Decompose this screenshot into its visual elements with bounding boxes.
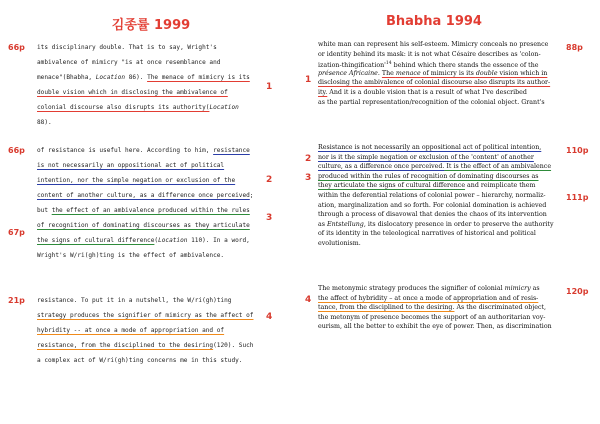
text-run: As the discriminated object, bbox=[454, 304, 547, 312]
text-run: ; bbox=[249, 192, 254, 199]
highlight-red: double vision which in disclosing the ambivalence of bbox=[37, 89, 228, 96]
left-block-1 bbox=[37, 40, 250, 130]
text-line bbox=[37, 173, 253, 188]
text-run: as bbox=[530, 285, 540, 292]
text-line: within the deferential relations of colonial power – hierarchy, normaliz- bbox=[318, 191, 546, 199]
marker-left-3: 3 bbox=[266, 213, 273, 223]
page-label-right-3: 111p bbox=[566, 193, 589, 202]
text-run: of mimicry is its bbox=[420, 69, 476, 77]
left-block-3 bbox=[37, 293, 253, 368]
highlight-green: produced within the rules of recognition of dominating discourses as bbox=[318, 172, 539, 180]
text-line bbox=[318, 143, 554, 153]
highlight-green: they articulate the signs of cultural difference bbox=[318, 182, 466, 190]
footnote-ref: 14 bbox=[385, 61, 392, 67]
highlight-blue: nor is it the simple negation or exclusion of the 'content' of another bbox=[318, 153, 534, 161]
highlight-orange: hybridity -- at once a mode of appropriation and of bbox=[37, 327, 225, 334]
text-line bbox=[318, 78, 550, 88]
text-line bbox=[37, 233, 253, 248]
text-line: resistance. To put it in a nutshell, the W/ri(gh)ting bbox=[37, 297, 232, 304]
highlight-green: of recognition of dominating discourses as they articulate bbox=[37, 222, 250, 229]
text-line: 88). bbox=[37, 119, 52, 126]
marker-left-1: 1 bbox=[266, 82, 273, 92]
page-label-right-4: 120p bbox=[566, 287, 589, 296]
text-line: its disciplinary double. That is to say, Wright's bbox=[37, 44, 217, 51]
text-line bbox=[37, 100, 250, 115]
text-line bbox=[318, 59, 550, 69]
text-line bbox=[318, 303, 552, 313]
text-line: through a process of disavowal that denies the chaos of its intervention bbox=[318, 211, 547, 219]
title-italic: Location bbox=[158, 237, 188, 244]
marker-right-1: 1 bbox=[305, 75, 312, 85]
text-line: ambivalence of mimicry "is at once resemblance and bbox=[37, 59, 221, 66]
highlight-red: colonial discourse also disrupts its authority( bbox=[37, 104, 210, 111]
text-run: ization-thingification' bbox=[318, 62, 386, 70]
text-line bbox=[318, 88, 550, 98]
right-block-3 bbox=[318, 284, 552, 332]
text-line: eurism, all the better to exhibit the eye of power. Then, as discrimination bbox=[318, 323, 552, 331]
text-line: Wright's W/ri(gh)ting is the effect of ambivalence. bbox=[37, 252, 225, 259]
right-block-2 bbox=[318, 143, 554, 249]
text-run: but bbox=[37, 207, 52, 214]
text-line bbox=[37, 323, 253, 338]
emphasis-italic: menace bbox=[395, 69, 421, 77]
text-run: behind which there stands the essence of the bbox=[391, 62, 539, 70]
left-header: 김종률 1999 bbox=[111, 18, 191, 33]
highlight-red: ity. bbox=[318, 88, 328, 96]
text-line bbox=[37, 203, 253, 218]
text-line bbox=[37, 308, 253, 323]
text-run: ( bbox=[154, 237, 159, 244]
text-line: or identity behind its mask: it is not what Césaire describes as 'colon- bbox=[318, 50, 541, 58]
marker-right-2: 2 bbox=[305, 154, 312, 164]
text-line bbox=[37, 70, 250, 85]
title-italic: présence Africaine bbox=[318, 69, 378, 77]
right-header: Bhabha 1994 bbox=[386, 14, 482, 29]
emphasis-italic: mimicry bbox=[504, 285, 531, 292]
highlight-blue: content of another culture, as a difference once perceived bbox=[37, 192, 250, 199]
page-label-left-4: 21p bbox=[8, 296, 25, 305]
text-run: , its dislocatory presence in order to preserve the authority bbox=[363, 220, 554, 228]
text-line bbox=[318, 220, 554, 230]
highlight-blue: culture, as a difference once perceived. bbox=[318, 163, 445, 171]
marker-right-4: 4 bbox=[305, 295, 312, 305]
right-block-1 bbox=[318, 40, 550, 107]
highlight-blue: is not necessarily an oppositional act of political bbox=[37, 162, 225, 169]
highlight-blue: intention, nor the simple negation or exclusion of the bbox=[37, 177, 236, 184]
page-label-right-1: 88p bbox=[566, 43, 583, 52]
text-line bbox=[318, 294, 552, 304]
highlight-red: disclosing the ambivalence of colonial discourse also disrupts its author- bbox=[318, 79, 551, 87]
text-run: The bbox=[381, 69, 396, 77]
term-italic: Entstellung bbox=[327, 220, 364, 228]
text-run: The metonymic strategy produces the signifier of colonial bbox=[318, 285, 505, 292]
page-label-left-1: 66p bbox=[8, 43, 25, 52]
text-run: . bbox=[377, 69, 382, 77]
text-run: vision which in bbox=[497, 69, 548, 77]
text-line: as the partial representation/recognition of the colonial object. Grant's bbox=[318, 98, 545, 106]
text-line bbox=[318, 172, 554, 182]
text-run: 110). In a word, bbox=[187, 237, 250, 244]
highlight-orange: strategy produces the signifier of mimicry as the affect of bbox=[37, 312, 254, 319]
title-italic: Location bbox=[209, 104, 239, 111]
highlight-green: the effect of an ambivalence produced within the rules bbox=[51, 207, 250, 214]
text-run: and reimplicate them bbox=[465, 182, 536, 190]
text-run: And it is a double vision that is a result of what I've described bbox=[327, 88, 527, 96]
emphasis-italic: double bbox=[475, 69, 498, 77]
highlight-green: the signs of cultural difference bbox=[37, 237, 155, 244]
left-block-2 bbox=[37, 143, 253, 263]
text-line bbox=[318, 284, 552, 294]
text-line: the metonym of presence becomes the support of an authoritarian voy- bbox=[318, 313, 546, 321]
highlight-blue: resistance bbox=[213, 147, 250, 154]
highlight-red: The menace of mimicry is its bbox=[147, 74, 250, 81]
highlight-orange: resistance, from the disciplined to the desiring bbox=[37, 342, 214, 349]
highlight-orange: the affect of hybridity – at once a mode of appropriation and of resis- bbox=[318, 294, 539, 302]
text-line bbox=[37, 218, 253, 233]
text-line bbox=[37, 85, 250, 100]
text-line: of its identity in the teleological narratives of historical and political bbox=[318, 230, 536, 238]
text-line bbox=[37, 188, 253, 203]
page-label-left-3: 67p bbox=[8, 228, 25, 237]
text-line bbox=[37, 338, 253, 353]
title-italic: Location bbox=[95, 74, 126, 81]
page-label-left-2: 66p bbox=[8, 146, 25, 155]
marker-right-3: 3 bbox=[305, 173, 312, 183]
text-run: 86). bbox=[125, 74, 148, 81]
text-line bbox=[318, 162, 554, 172]
text-run: as bbox=[318, 220, 327, 228]
text-line bbox=[318, 181, 554, 191]
text-line bbox=[318, 69, 550, 79]
page-label-right-2: 110p bbox=[566, 146, 589, 155]
text-line bbox=[37, 158, 253, 173]
text-line: a complex act of W/ri(gh)ting concerns me in this study. bbox=[37, 357, 243, 364]
text-run: of resistance is useful here. According to him, bbox=[37, 147, 214, 154]
marker-left-2: 2 bbox=[266, 175, 273, 185]
text-run: (120). Such bbox=[213, 342, 254, 349]
text-line bbox=[318, 153, 554, 163]
highlight-green: It is the effect of an ambivalence bbox=[444, 163, 552, 171]
marker-left-4: 4 bbox=[266, 312, 273, 322]
highlight-red bbox=[382, 70, 547, 77]
text-line: ation, marginalization and so forth. For colonial domination is achieved bbox=[318, 201, 547, 209]
highlight-blue: Resistance is not necessarily an oppositional act of political intention, bbox=[318, 144, 542, 151]
text-line: white man can represent his self-esteem. Mimicry conceals no presence bbox=[318, 41, 549, 48]
text-line bbox=[37, 143, 253, 158]
text-line: evolutionism. bbox=[318, 239, 361, 247]
highlight-orange: tance, from the disciplined to the desiring. bbox=[318, 304, 455, 312]
text-run: menace"(Bhabha, bbox=[37, 74, 96, 81]
